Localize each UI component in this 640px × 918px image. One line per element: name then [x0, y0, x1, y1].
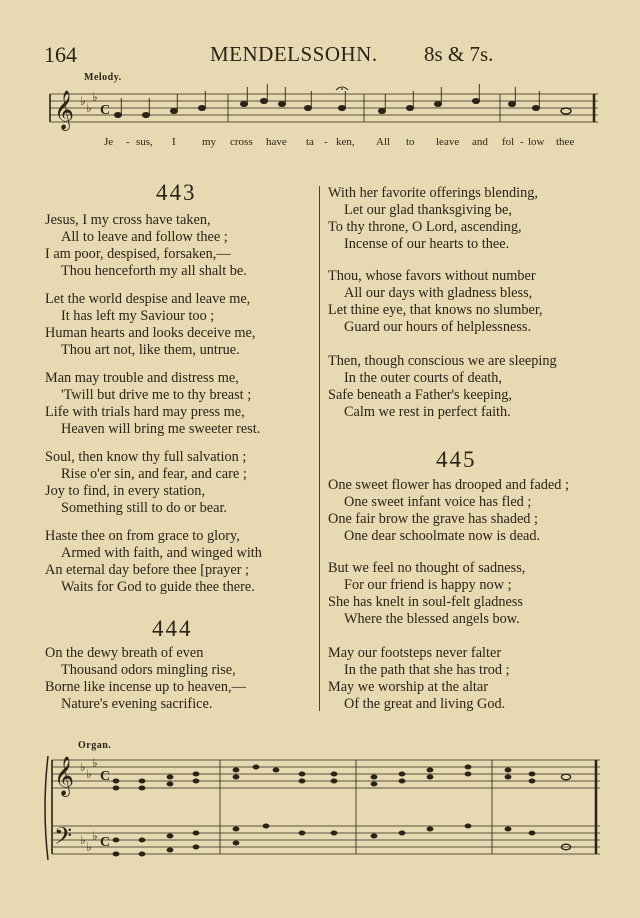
lyric-syllable: All [376, 136, 391, 148]
verse-line: Thousand odors mingling rise, [61, 662, 236, 678]
verse-line: One sweet flower has drooped and faded ; [328, 477, 569, 493]
lyric-syllable: - [126, 136, 130, 148]
verse-line: Incense of our hearts to thee. [344, 236, 510, 252]
verse-line: I am poor, despised, forsaken,— [45, 246, 231, 262]
page-header [44, 42, 604, 68]
verse-line: Heaven will bring me sweeter rest. [61, 421, 261, 437]
lyric-syllable: sus, [136, 136, 153, 148]
svg-text:C: C [100, 103, 111, 118]
verse-line: Nature's evening sacrifice. [61, 696, 213, 712]
lyric-syllable: have [266, 136, 287, 148]
svg-text:♭: ♭ [92, 90, 98, 104]
svg-text:C: C [100, 769, 111, 784]
verse-line: Safe beneath a Father's keeping, [328, 387, 512, 403]
verse-line: For our friend is happy now ; [344, 577, 512, 593]
verse-line: Where the blessed angels bow. [344, 611, 520, 627]
verse-line: Life with trials hard may press me, [45, 404, 245, 420]
verse-line: Haste thee on from grace to glory, [45, 528, 240, 544]
melody-label: Melody. [84, 72, 122, 83]
verse-line: One sweet infant voice has fled ; [344, 494, 532, 510]
svg-text:♭: ♭ [80, 833, 86, 847]
lyric-syllable: ta [306, 136, 314, 148]
verse-line: Rise o'er sin, and fear, and care ; [61, 466, 247, 482]
verse-line: Armed with faith, and winged with [61, 545, 262, 561]
verse-line: Jesus, I my cross have taken, [45, 212, 211, 228]
verse-line: With her favorite offerings blending, [328, 185, 538, 201]
verse-line: Soul, then know thy full salvation ; [45, 449, 247, 465]
verse-line: She has knelt in soul-felt gladness [328, 594, 523, 610]
hymn-number: 444 [152, 616, 193, 641]
lyric-syllable: I [172, 136, 176, 148]
lyric-syllable: low [528, 136, 545, 148]
verse-line: But we feel no thought of sadness, [328, 560, 526, 576]
svg-text:♭: ♭ [86, 101, 92, 115]
lyric-syllable: - [520, 136, 524, 148]
verse-line: Thou art not, like them, untrue. [61, 342, 240, 358]
verse-line: Let the world despise and leave me, [45, 291, 251, 307]
melody-lyrics [98, 136, 598, 152]
verse-line: Of the great and living God. [344, 696, 506, 712]
tune-title: MENDELSSOHN. [210, 42, 378, 66]
page-number: 164 [44, 42, 77, 67]
verse-line: One dear schoolmate now is dead. [344, 528, 541, 544]
verse-line: Let thine eye, that knows no slumber, [328, 302, 543, 318]
lyric-syllable: fol [502, 136, 515, 148]
verse-line: May our footsteps never falter [328, 645, 502, 661]
lyric-syllable: to [406, 136, 415, 148]
verse-line: All to leave and follow thee ; [61, 229, 228, 245]
svg-text:♭: ♭ [92, 756, 98, 770]
column-divider [319, 186, 320, 711]
organ-label: Organ. [78, 740, 112, 751]
melody-staff [46, 84, 602, 134]
verse-line: Waits for God to guide thee there. [61, 579, 255, 595]
verse-line: One fair brow the grave has shaded ; [328, 511, 539, 527]
lyric-syllable: - [324, 136, 328, 148]
verse-line: On the dewy breath of even [45, 645, 204, 661]
verse-line: Borne like incense up to heaven,— [45, 679, 246, 695]
verse-line: An eternal day before thee [prayer ; [45, 562, 250, 578]
svg-text:♭: ♭ [86, 767, 92, 781]
verse-line: It has left my Saviour too ; [61, 308, 215, 324]
verse-line: All our days with gladness bless, [344, 285, 533, 301]
verse-line: In the outer courts of death, [344, 370, 503, 386]
meter: 8s & 7s. [424, 42, 494, 66]
verse-line: Joy to find, in every station, [45, 483, 206, 499]
lyric-syllable: leave [436, 136, 460, 148]
treble-clef-icon: 𝄞 [54, 90, 75, 130]
lyric-syllable: cross [230, 136, 253, 148]
verse-line: In the path that she has trod ; [344, 662, 510, 678]
verse-line: Let our glad thanksgiving be, [344, 202, 512, 218]
verse-line: 'Twill but drive me to thy breast ; [61, 387, 252, 403]
svg-text:C: C [100, 835, 111, 850]
svg-text:♭: ♭ [92, 829, 98, 843]
lyric-syllable: thee [556, 136, 575, 148]
organ-staff [40, 752, 604, 872]
verse-line: May we worship at the altar [328, 679, 488, 695]
lyric-syllable: Je [104, 136, 114, 148]
verse-line: Thou henceforth my all shalt be. [61, 263, 247, 279]
verse-line: Man may trouble and distress me, [45, 370, 239, 386]
lyric-syllable: ken, [336, 136, 355, 148]
verse-line: Thou, whose favors without number [328, 268, 536, 284]
verse-line: Calm we rest in perfect faith. [344, 404, 511, 420]
lyric-syllable: and [472, 136, 488, 148]
svg-text:♭: ♭ [80, 760, 86, 774]
lyric-syllable: my [202, 136, 217, 148]
verse-line: Then, though conscious we are sleeping [328, 353, 557, 369]
verse-line: Guard our hours of helplessness. [344, 319, 532, 335]
hymn-number: 443 [156, 180, 197, 205]
bass-clef-icon: 𝄢 [54, 824, 73, 855]
hymn-number: 445 [436, 447, 477, 472]
treble-clef-icon: 𝄞 [54, 758, 75, 795]
svg-text:♭: ♭ [86, 840, 92, 854]
svg-text:♭: ♭ [80, 94, 86, 108]
verse-line: To thy throne, O Lord, ascending, [328, 219, 522, 235]
verse-line: Human hearts and looks deceive me, [45, 325, 256, 341]
verse-line: Something still to do or bear. [61, 500, 227, 516]
